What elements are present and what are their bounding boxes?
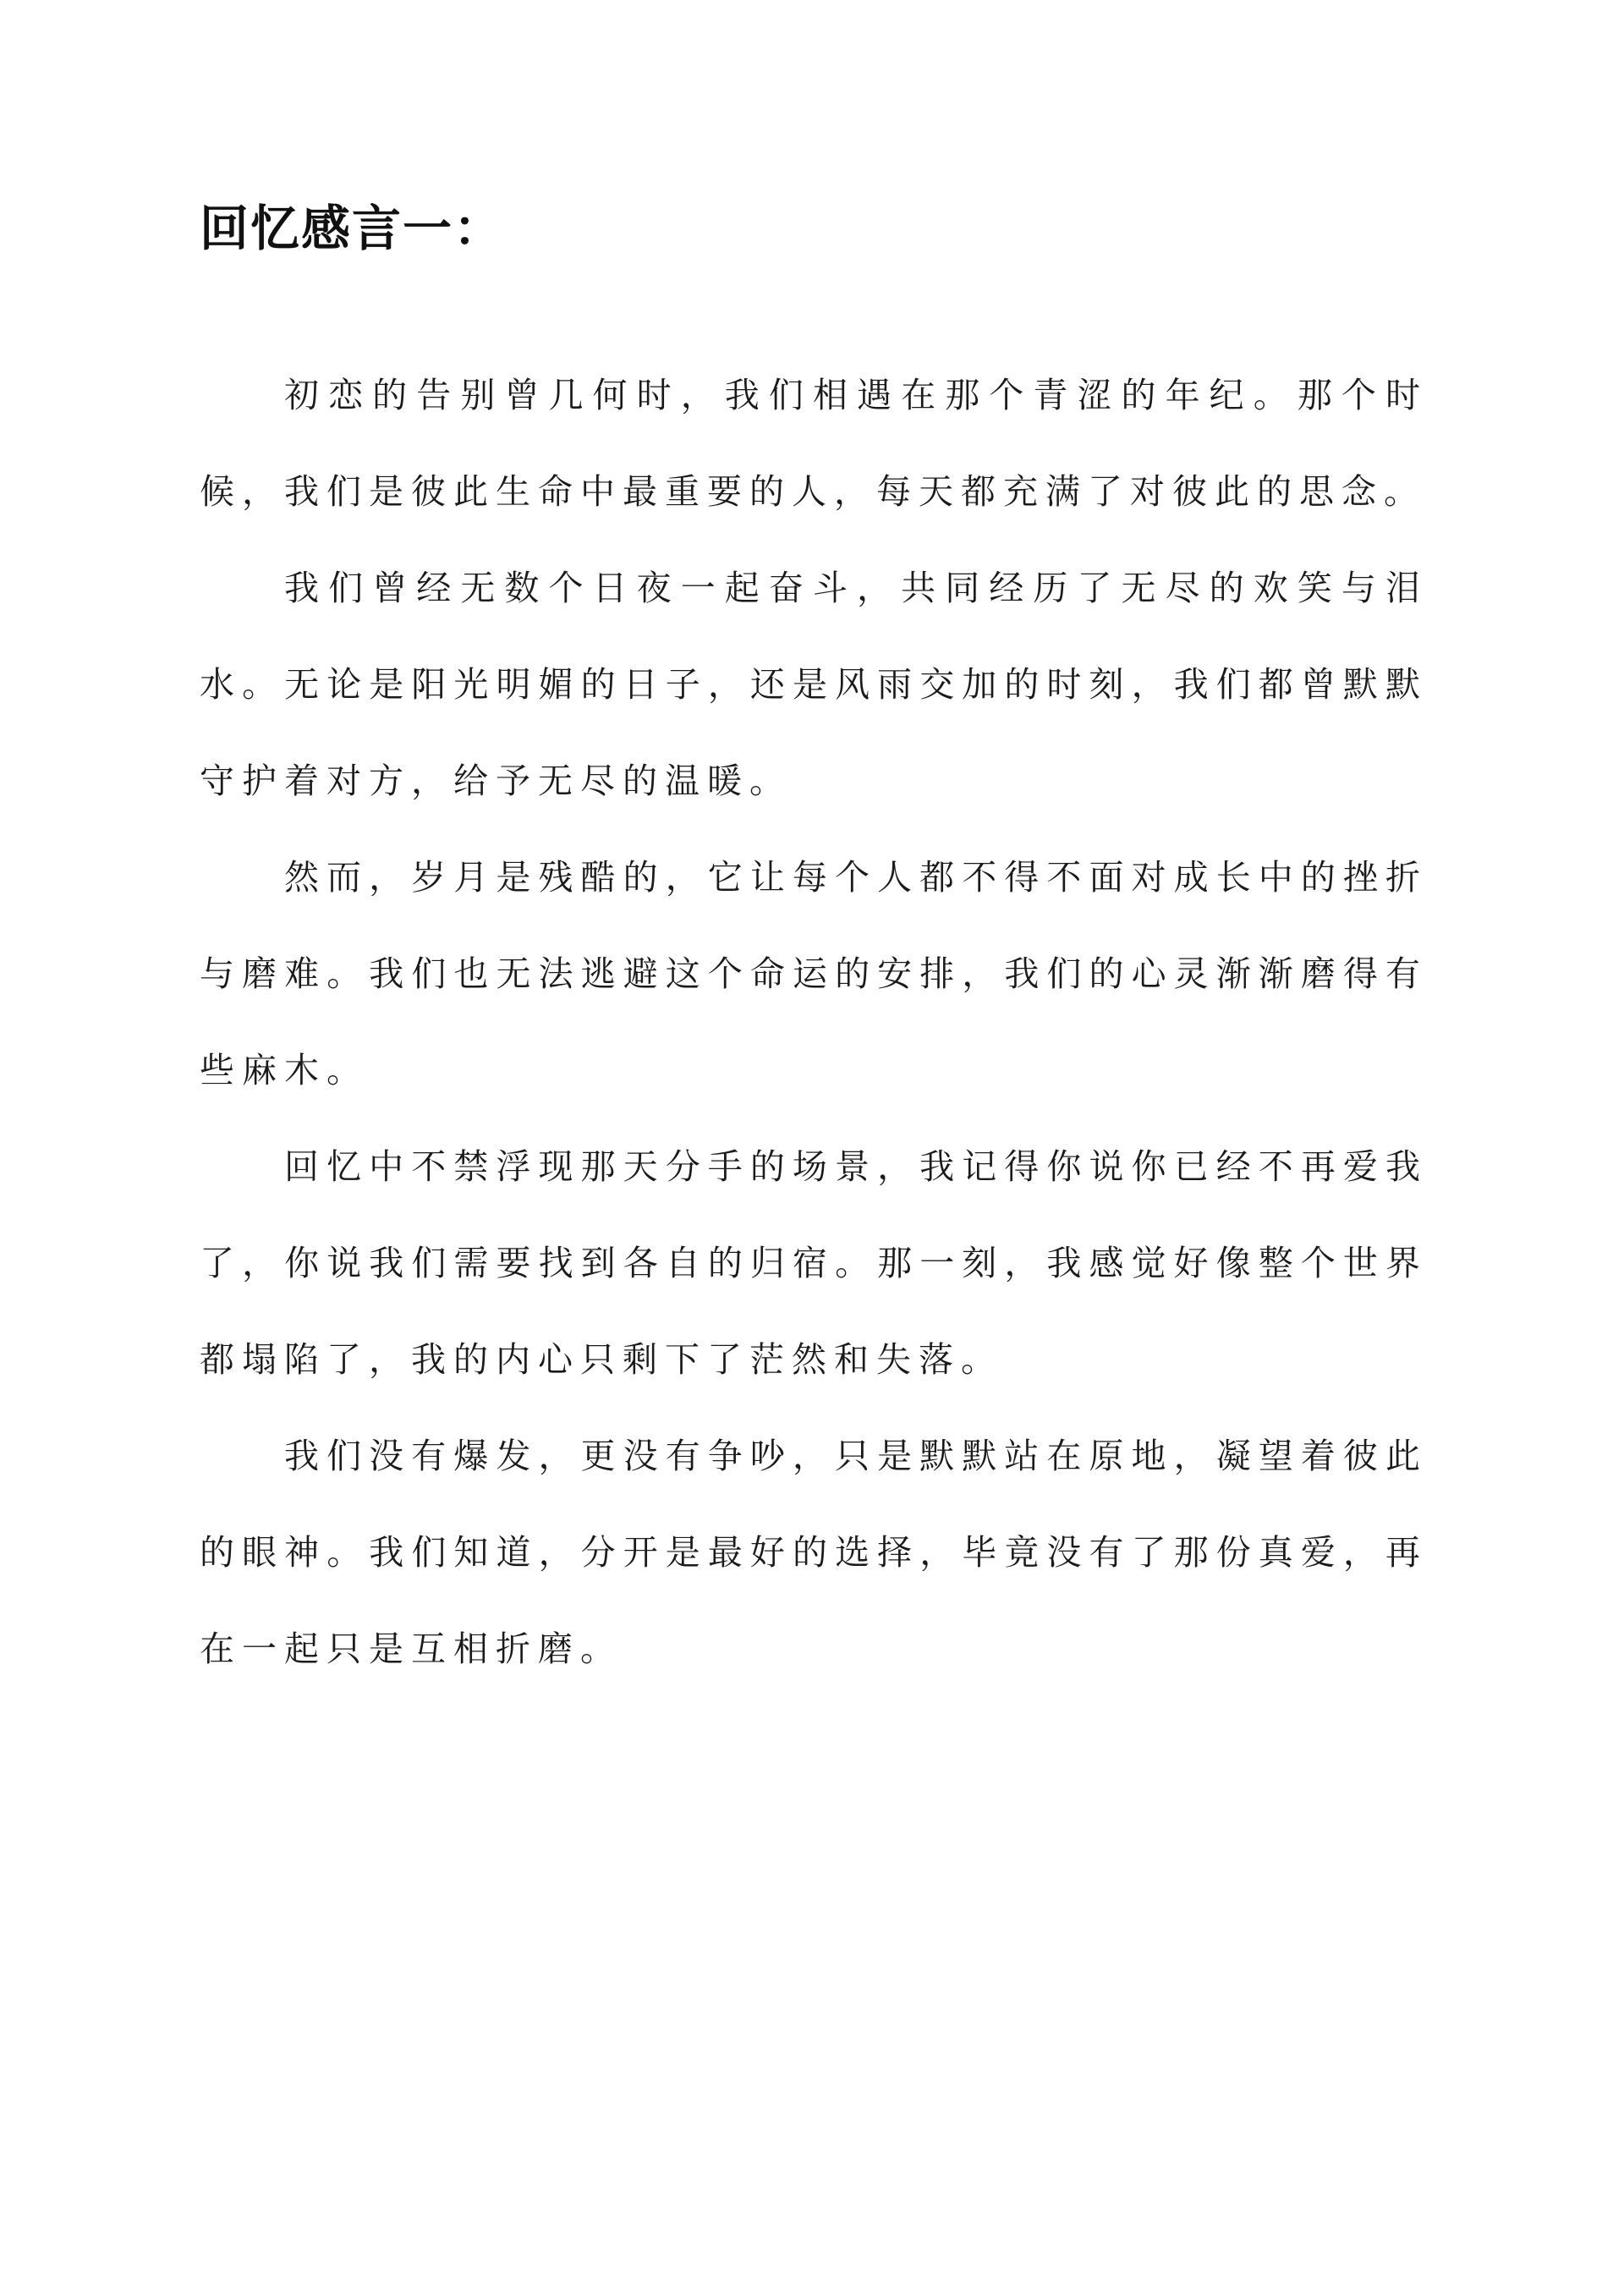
paragraph-2: 我们曾经无数个日夜一起奋斗，共同经历了无尽的欢笑与泪水。无论是阳光明媚的日子，还是风雨交加的时刻，我们都曾默默守护着对方，给予无尽的温暖。	[200, 568, 1428, 801]
document-body	[200, 347, 1428, 1697]
document-title: 回忆感言一：	[200, 200, 505, 257]
paragraph-4: 回忆中不禁浮现那天分手的场景，我记得你说你已经不再爱我了，你说我们需要找到各自的归宿。那一刻，我感觉好像整个世界都塌陷了，我的内心只剩下了茫然和失落。	[200, 1146, 1428, 1380]
paragraph-1: 初恋的告别曾几何时，我们相遇在那个青涩的年纪。那个时候，我们是彼此生命中最重要的人，每天都充满了对彼此的思念。	[200, 375, 1428, 512]
paragraph-5: 我们没有爆发，更没有争吵，只是默默站在原地，凝望着彼此的眼神。我们知道，分开是最好的选择，毕竟没有了那份真爱，再在一起只是互相折磨。	[200, 1436, 1428, 1669]
paragraph-3: 然而，岁月是残酷的，它让每个人都不得不面对成长中的挫折与磨难。我们也无法逃避这个命运的安排，我们的心灵渐渐磨得有些麻木。	[200, 857, 1428, 1090]
